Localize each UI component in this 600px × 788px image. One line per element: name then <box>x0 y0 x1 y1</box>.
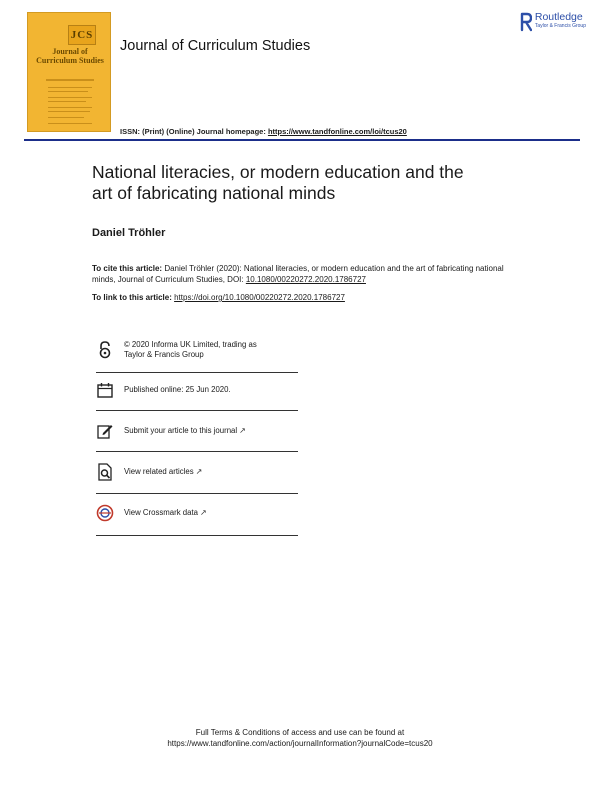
footer <box>0 727 600 749</box>
submit-link[interactable]: Submit your article to this journal <box>124 426 238 435</box>
cite-label: To cite this article: <box>92 264 163 273</box>
cover-line <box>48 111 90 112</box>
open-access-icon <box>96 341 114 359</box>
article-link[interactable]: https://doi.org/10.1080/00220272.2020.1786727 <box>174 293 345 302</box>
publisher-name: Routledge <box>534 11 583 23</box>
author-name: Daniel Tröhler <box>92 227 166 239</box>
header-divider <box>24 139 580 141</box>
external-link-icon: ↗ <box>195 467 203 476</box>
footer-url[interactable]: https://www.tandfonline.com/action/journalInformation?journalCode=tcus20 <box>167 739 433 748</box>
article-link-line <box>92 293 345 302</box>
divider <box>96 535 298 536</box>
cover-title: Journal of Curriculum Studies <box>36 47 104 65</box>
published-date: Published online: 25 Jun 2020. <box>124 385 231 394</box>
crossmark-link[interactable]: View Crossmark data <box>124 508 198 517</box>
cover-line <box>48 91 88 92</box>
publisher-logo <box>520 12 586 32</box>
article-title-line: art of fabricating national minds <box>92 183 336 203</box>
citation <box>92 263 512 285</box>
journal-title: Journal of Curriculum Studies <box>120 38 311 54</box>
crossmark-icon <box>96 504 114 522</box>
cover-line <box>48 101 86 102</box>
license-line: © 2020 Informa UK Limited, trading as <box>124 340 257 349</box>
cover-line <box>48 123 92 124</box>
external-link-icon: ↗ <box>199 508 207 517</box>
link-label: To link to this article: <box>92 293 175 302</box>
journal-cover <box>27 12 111 132</box>
published-row <box>96 381 298 399</box>
divider <box>96 451 298 452</box>
cite-text: Daniel Tröhler (2020): National literacies, or modern education and the art of fabricating national minds, Journal of Curriculum Studies, DOI: <box>92 264 504 284</box>
related-articles-icon <box>96 463 114 481</box>
issn-label: ISSN: (Print) (Online) Journal homepage: <box>120 127 268 136</box>
edit-icon <box>96 422 114 440</box>
footer-terms: Full Terms & Conditions of access and use can be found at <box>195 728 405 737</box>
divider <box>96 410 298 411</box>
cover-line <box>48 117 84 118</box>
divider <box>96 372 298 373</box>
doi-link[interactable]: 10.1080/00220272.2020.1786727 <box>245 275 366 284</box>
related-articles-link[interactable]: View related articles <box>124 467 194 476</box>
issn-line <box>120 127 407 136</box>
submit-row[interactable] <box>96 422 298 440</box>
publisher-sub: Taylor & Francis Group <box>534 23 586 29</box>
journal-homepage-link[interactable]: https://www.tandfonline.com/loi/tcus20 <box>267 127 407 136</box>
license-row <box>96 340 298 360</box>
cover-logo: JCS <box>68 25 96 45</box>
crossmark-row[interactable] <box>96 504 298 522</box>
article-title <box>92 162 532 204</box>
divider <box>96 493 298 494</box>
cover-line <box>48 87 92 88</box>
license-line: Taylor & Francis Group <box>124 350 204 359</box>
external-link-icon: ↗ <box>239 426 246 435</box>
cover-line <box>48 97 92 98</box>
cover-divider <box>46 79 94 81</box>
routledge-icon <box>520 12 532 32</box>
related-row[interactable] <box>96 463 298 481</box>
calendar-icon <box>96 381 114 399</box>
article-title-line: National literacies, or modern education and the <box>92 162 464 182</box>
cover-line <box>48 107 92 108</box>
